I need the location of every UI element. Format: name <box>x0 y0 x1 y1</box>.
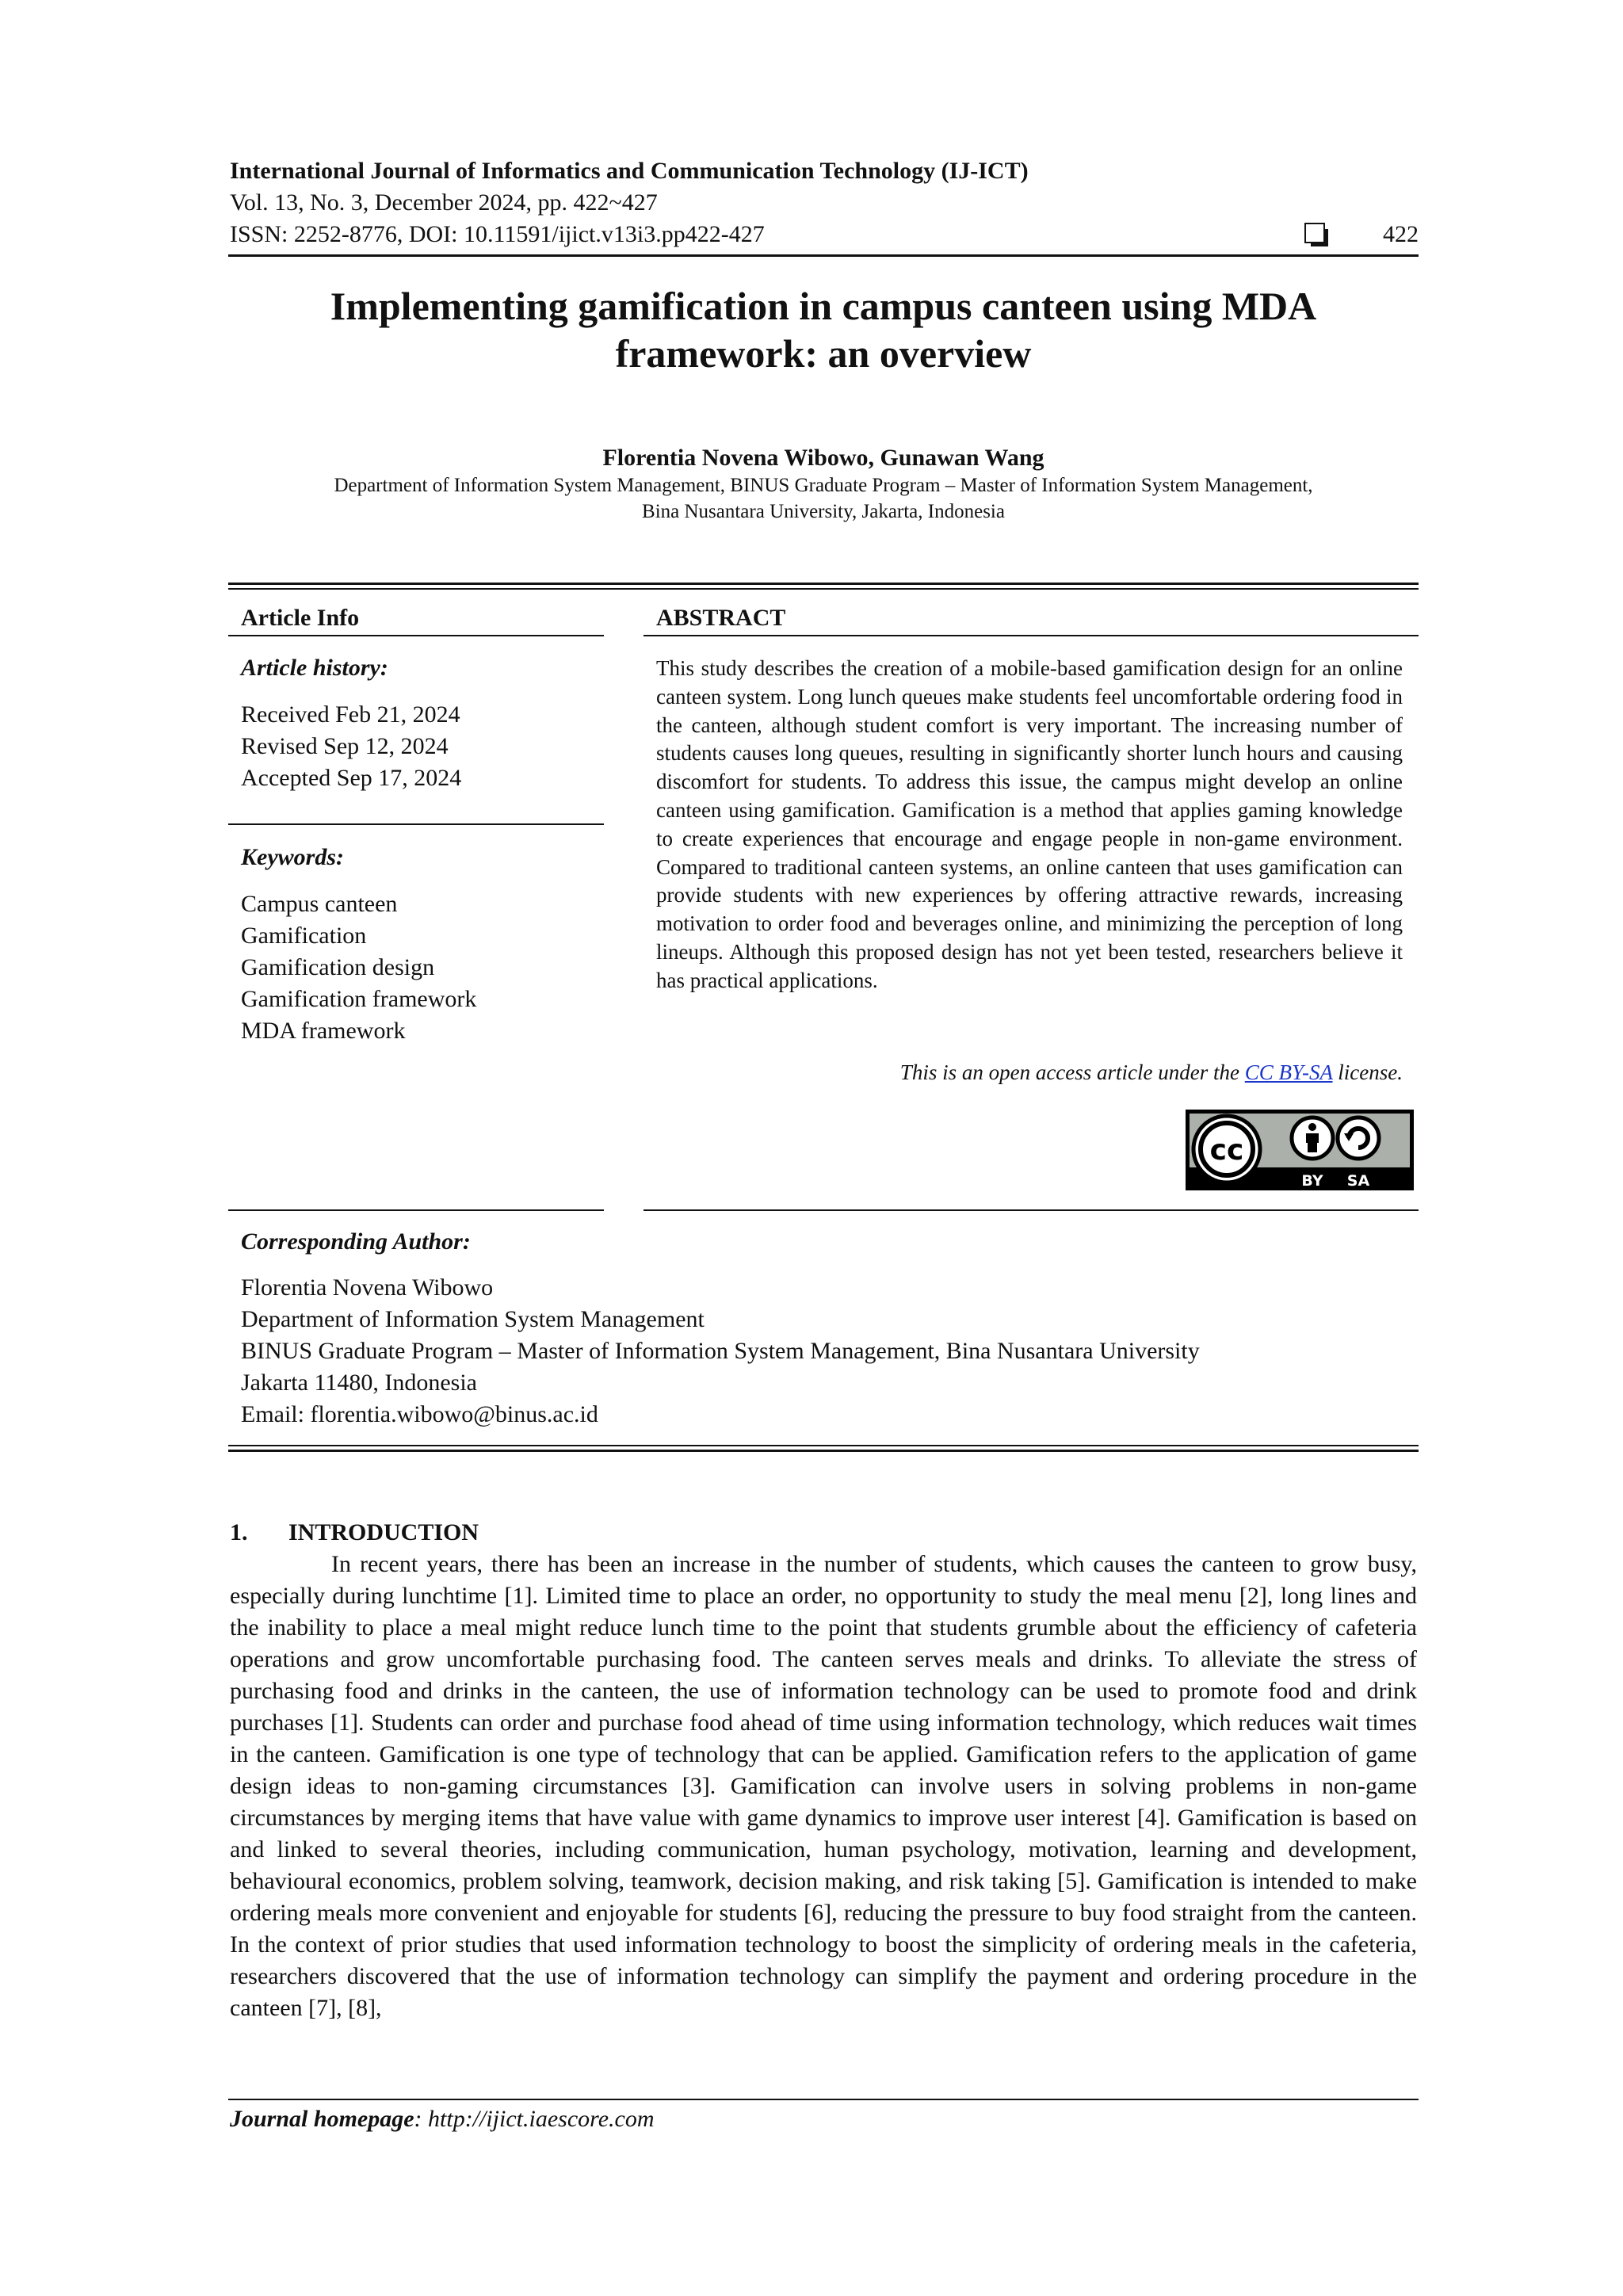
journal-volume: Vol. 13, No. 3, December 2024, pp. 422~427 <box>230 189 658 216</box>
keywords-heading: Keywords: <box>241 844 344 870</box>
corresponding-details <box>241 1272 1200 1431</box>
received-date: Received Feb 21, 2024 <box>241 701 460 728</box>
keyword-item: Gamification <box>241 923 367 949</box>
corresponding-department: Department of Information System Management <box>241 1306 705 1332</box>
abstract-text: This study describes the creation of a mobile-based gamification design for an online canteen system. Long lunch queues make students feel uncomfortable ordering food in the canteen, although student comfort is very important. The increasing number of students causes long queues, resulting in significantly shorter lunch hours and causing discomfort for students. To address this issue, the campus might develop an online canteen using gamification. Gamification is a method that applies gaming knowledge to create experiences that encourage and engage people in non-game environment. Compared to traditional canteen systems, an online canteen that uses gamification can provide students with new experiences by offering attractive rewards, increasing motivation to order food and beverages online, and minimizing the perception of long lineups. Although this proposed design has not yet been tested, researchers believe it has practical applications. <box>656 656 1403 992</box>
homepage-label: Journal homepage <box>230 2106 414 2132</box>
journal-homepage <box>230 2103 655 2135</box>
keyword-item: Gamification design <box>241 954 435 980</box>
section-heading: INTRODUCTION <box>288 1519 479 1545</box>
abstract-heading: ABSTRACT <box>656 605 786 631</box>
license-line <box>656 1058 1403 1087</box>
abstract-bottom-rule <box>643 1209 1419 1211</box>
infobox-top-rule-1 <box>228 583 1419 585</box>
corresponding-program: BINUS Graduate Program – Master of Information System Management, Bina Nusantara University <box>241 1338 1200 1364</box>
accepted-date: Accepted Sep 17, 2024 <box>241 765 462 791</box>
revised-date: Revised Sep 12, 2024 <box>241 733 449 759</box>
abstract-body <box>656 655 1403 995</box>
affiliation-line-2: Bina Nusantara University, Jakarta, Indonesia <box>642 501 1005 522</box>
article-history-heading: Article history: <box>241 655 388 681</box>
header-rule <box>228 254 1419 257</box>
authors: Florentia Novena Wibowo, Gunawan Wang <box>602 445 1044 471</box>
introduction-paragraph: In recent years, there has been an increase in the number of students, which causes the canteen to grow busy, especially during lunchtime [1]. Limited time to place an order, no opportunity to study the meal menu [2], long lines and the inability to place a meal might reduce lunch time to the point that students grumble about the efficiency of cafeteria operations and grow uncomfortable purchasing food. The canteen serves meals and drinks. To alleviate the stress of purchasing food and drinks in the canteen, the use of information technology can be used to promote food and drink purchases [1]. Students can order and purchase food ahead of time using information technology, which reduces wait times in the canteen. Gamification is one type of technology that can be applied. Gamification refers to the application of game design ideas to non-gaming circumstances [3]. Gamification can involve users in solving problems in non-game circumstances by merging items that have value with game dynamics to improve user interest [4]. Gamification is based on and linked to several theories, including communication, human psychology, motivation, learning and development, behavioural economics, problem solving, teamwork, decision making, and risk taking [5]. Gamification is intended to make ordering meals more convenient and enjoyable for students [6], reducing the pressure to buy food straight from the canteen. In the context of prior studies that used information technology to boost the simplicity of ordering meals in the cafeteria, researchers discovered that the use of information technology can simplify the payment and ordering procedure in the canteen [7], [8], <box>230 1551 1417 2021</box>
license-link[interactable]: CC BY-SA <box>1244 1060 1333 1084</box>
paper-title <box>228 282 1419 377</box>
affiliation-line-1: Department of Information System Management, BINUS Graduate Program – Master of Information System Management, <box>334 475 1313 496</box>
article-info-bottom-rule <box>228 1209 604 1211</box>
affiliation <box>228 472 1419 525</box>
abstract-rule <box>643 635 1419 636</box>
license-prefix: This is an open access article under the <box>899 1060 1245 1084</box>
by-label: BY <box>1301 1172 1323 1190</box>
keywords-list <box>241 888 476 1047</box>
keyword-item: MDA framework <box>241 1018 406 1044</box>
cc-icon: cc <box>1209 1134 1244 1167</box>
title-line-2: framework: an overview <box>615 331 1032 376</box>
license-suffix: license. <box>1332 1060 1403 1084</box>
infobox-top-rule-2 <box>228 588 1419 590</box>
article-info-heading: Article Info <box>241 605 360 631</box>
article-info-rule <box>228 635 604 636</box>
infobox-bottom-rule-1 <box>228 1445 1419 1446</box>
journal-issn-doi: ISSN: 2252-8776, DOI: 10.11591/ijict.v13i3.pp422-427 <box>230 221 765 247</box>
checkbox-square-icon <box>1304 223 1325 243</box>
history-rule <box>228 823 604 825</box>
sa-label: SA <box>1346 1172 1370 1190</box>
keyword-item: Campus canteen <box>241 891 398 917</box>
infobox-bottom-rule-2 <box>228 1450 1419 1452</box>
footer-rule <box>228 2099 1419 2100</box>
homepage-url[interactable]: : http://ijict.iaescore.com <box>414 2106 655 2132</box>
title-line-1: Implementing gamification in campus canteen using MDA <box>330 284 1317 328</box>
article-history <box>241 699 461 794</box>
introduction-body <box>230 1549 1417 2024</box>
corresponding-name: Florentia Novena Wibowo <box>241 1274 494 1301</box>
cc-by-sa-badge[interactable] <box>1186 1110 1414 1190</box>
keyword-item: Gamification framework <box>241 986 477 1012</box>
journal-name: International Journal of Informatics and Communication Technology (IJ-ICT) <box>230 158 1029 184</box>
corresponding-heading: Corresponding Author: <box>241 1228 471 1255</box>
corresponding-email: Email: florentia.wibowo@binus.ac.id <box>241 1401 598 1427</box>
section-number: 1. <box>230 1519 248 1545</box>
page-number: 422 <box>1383 221 1419 247</box>
corresponding-city: Jakarta 11480, Indonesia <box>241 1370 477 1396</box>
